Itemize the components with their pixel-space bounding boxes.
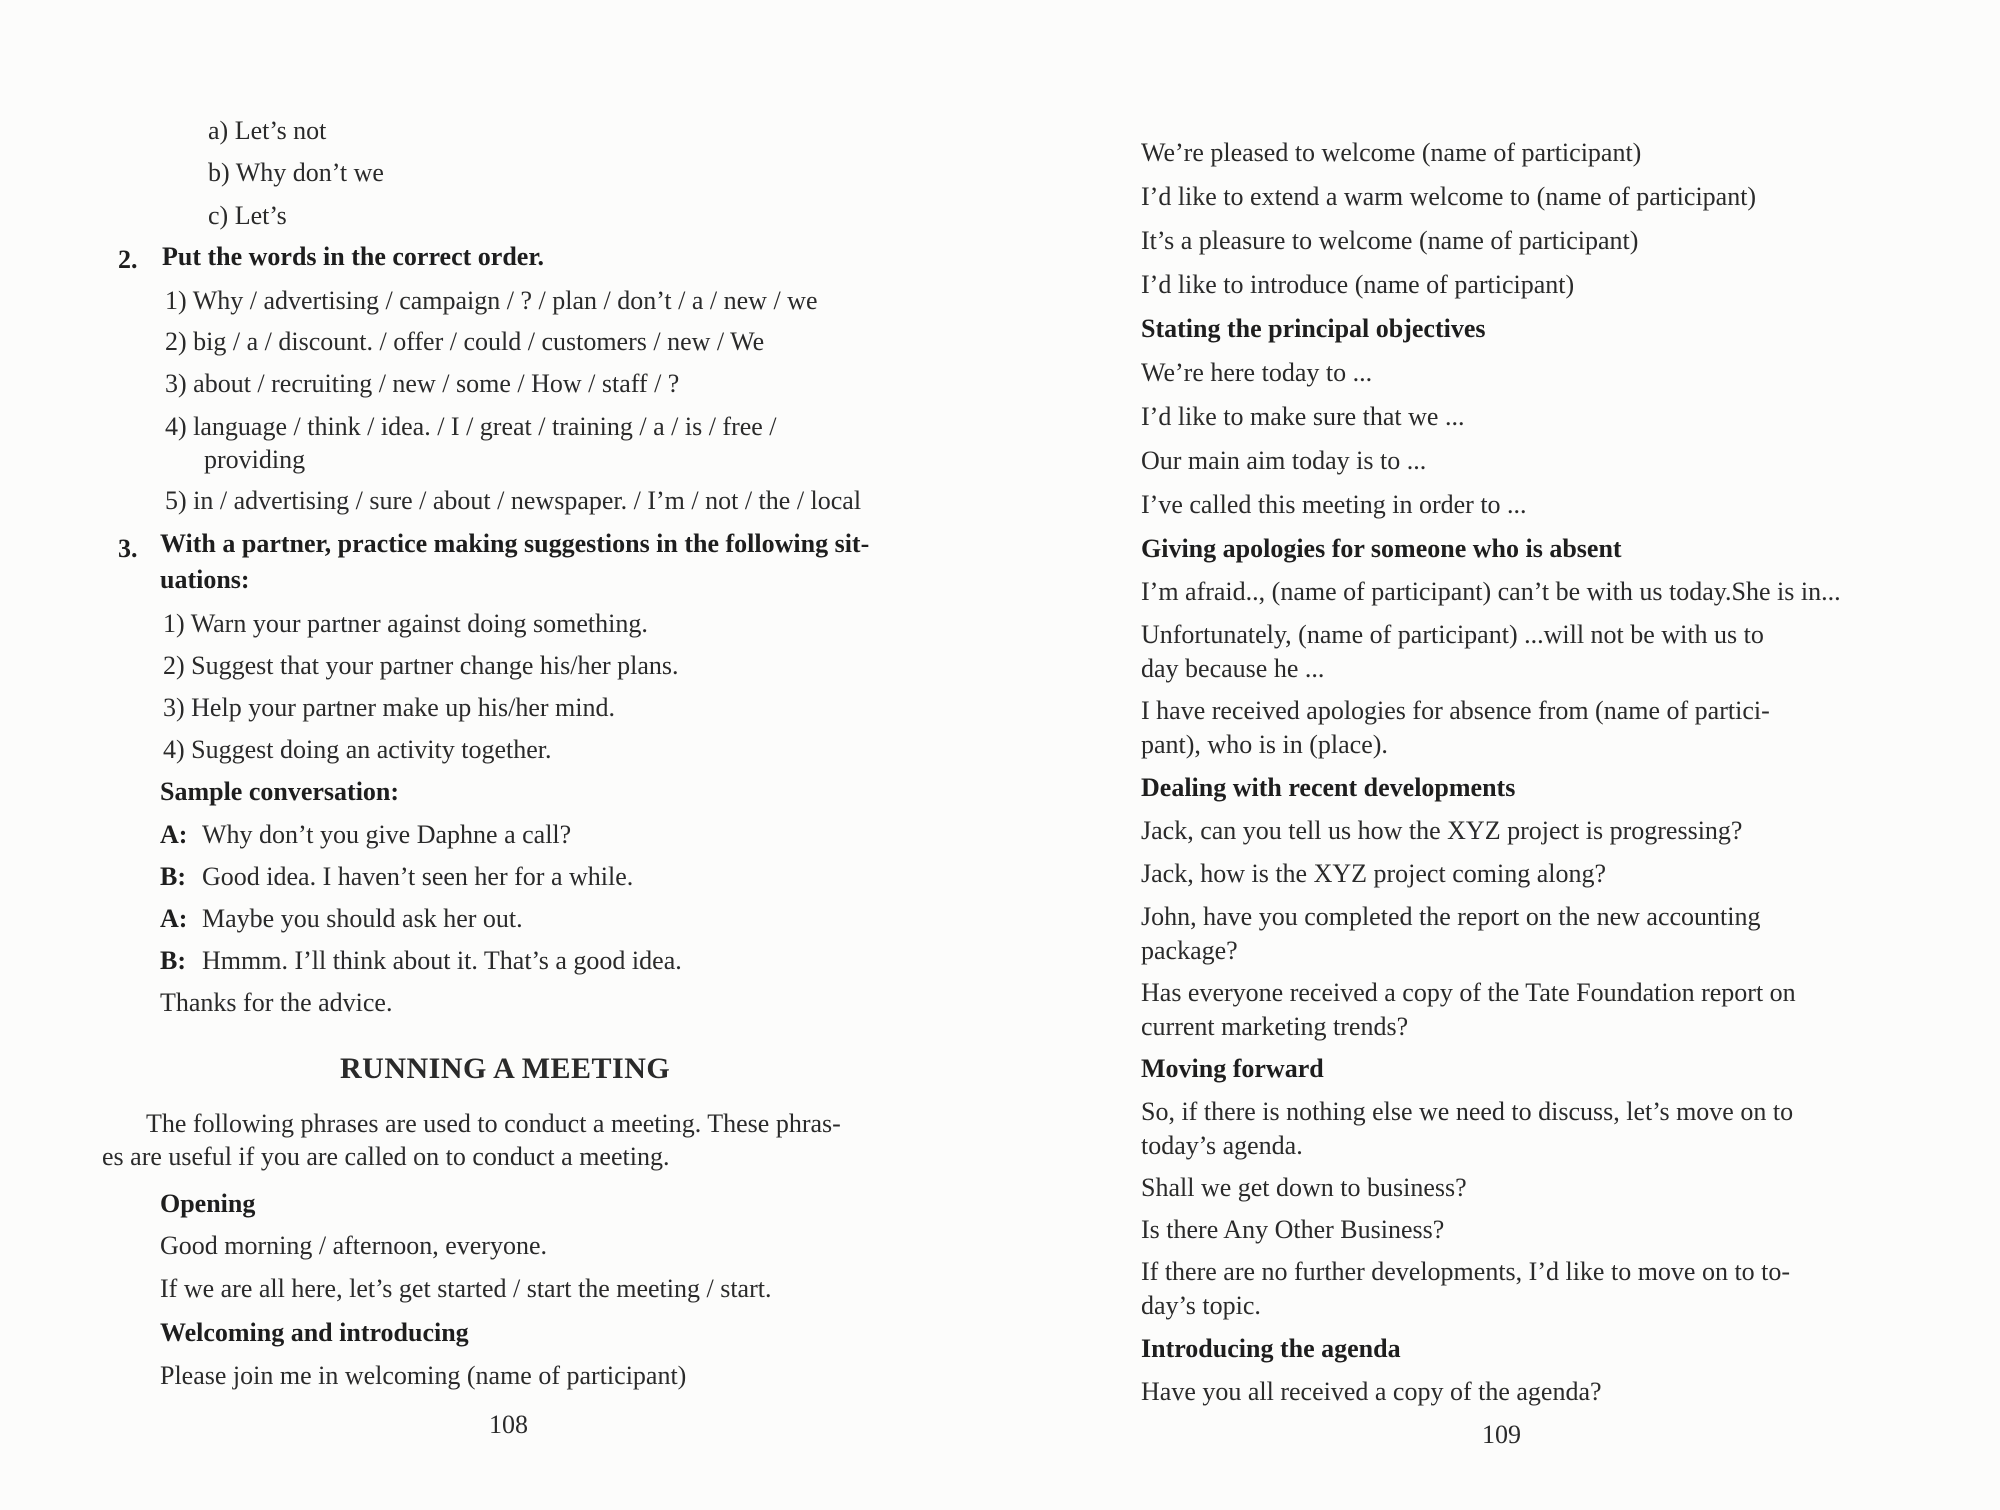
exercise-2-item: 5) in / advertising / sure / about / newspaper. / I’m / not / the / local xyxy=(165,486,862,515)
intro-paragraph-continued: es are useful if you are called on to conduct a meeting. xyxy=(102,1142,670,1171)
speaker-label: B: xyxy=(160,862,186,891)
page-109 xyxy=(1000,0,2000,1510)
moving-forward-phrase-continued: day’s topic. xyxy=(1141,1291,1261,1320)
objectives-phrase: Our main aim today is to ... xyxy=(1141,446,1427,475)
welcome-phrase: I’d like to introduce (name of participant) xyxy=(1141,270,1575,299)
moving-forward-heading: Moving forward xyxy=(1141,1054,1324,1083)
option-b: b) Why don’t we xyxy=(208,158,384,187)
exercise-3-title: With a partner, practice making suggestions in the following sit- xyxy=(160,529,870,558)
welcoming-phrase: Please join me in welcoming (name of participant) xyxy=(160,1361,687,1390)
welcome-phrase: It’s a pleasure to welcome (name of participant) xyxy=(1141,226,1639,255)
agenda-phrase: Have you all received a copy of the agenda? xyxy=(1141,1377,1602,1406)
exercise-2-item: 3) about / recruiting / new / some / How / staff / ? xyxy=(165,369,680,398)
speaker-label: B: xyxy=(160,946,186,975)
exercise-3-item: 3) Help your partner make up his/her mind. xyxy=(163,693,615,722)
page-number: 109 xyxy=(1482,1420,1521,1449)
moving-forward-phrase: If there are no further developments, I’d like to move on to to- xyxy=(1141,1257,1791,1286)
page-number: 108 xyxy=(489,1410,528,1439)
exercise-3-title-continued: uations: xyxy=(160,565,250,594)
apologies-phrase-continued: pant), who is in (place). xyxy=(1141,730,1388,759)
apologies-phrase: I’m afraid.., (name of participant) can’t be with us today.She is in... xyxy=(1141,577,1841,606)
exercise-2-title: Put the words in the correct order. xyxy=(162,242,544,271)
developments-phrase: Jack, can you tell us how the XYZ project is progressing? xyxy=(1141,816,1743,845)
option-c: c) Let’s xyxy=(208,201,287,230)
welcoming-heading: Welcoming and introducing xyxy=(160,1318,469,1347)
apologies-heading: Giving apologies for someone who is absent xyxy=(1141,534,1622,563)
opening-phrase: Good morning / afternoon, everyone. xyxy=(160,1231,548,1260)
developments-phrase-continued: package? xyxy=(1141,936,1238,965)
objectives-heading: Stating the principal objectives xyxy=(1141,314,1486,343)
apologies-phrase: I have received apologies for absence from (name of partici- xyxy=(1141,696,1770,725)
speaker-label: A: xyxy=(160,904,188,933)
speaker-label: A: xyxy=(160,820,188,849)
developments-phrase: John, have you completed the report on the new accounting xyxy=(1141,902,1761,931)
dialogue-line: Why don’t you give Daphne a call? xyxy=(202,820,572,849)
exercise-2-item-continued: providing xyxy=(204,445,306,474)
welcome-phrase: I’d like to extend a warm welcome to (name of participant) xyxy=(1141,182,1757,211)
exercise-2-number: 2. xyxy=(118,245,138,274)
opening-heading: Opening xyxy=(160,1189,256,1218)
exercise-3-item: 2) Suggest that your partner change his/her plans. xyxy=(163,651,679,680)
moving-forward-phrase: So, if there is nothing else we need to discuss, let’s move on to xyxy=(1141,1097,1794,1126)
objectives-phrase: We’re here today to ... xyxy=(1141,358,1373,387)
exercise-3-number: 3. xyxy=(118,534,138,563)
moving-forward-phrase-continued: today’s agenda. xyxy=(1141,1131,1303,1160)
developments-phrase-continued: current marketing trends? xyxy=(1141,1012,1409,1041)
section-title: RUNNING A MEETING xyxy=(340,1052,671,1085)
developments-phrase: Jack, how is the XYZ project coming along? xyxy=(1141,859,1606,888)
apologies-phrase-continued: day because he ... xyxy=(1141,654,1325,683)
agenda-heading: Introducing the agenda xyxy=(1141,1334,1401,1363)
objectives-phrase: I’ve called this meeting in order to ... xyxy=(1141,490,1527,519)
option-a: a) Let’s not xyxy=(208,116,327,145)
sample-conversation-title: Sample conversation: xyxy=(160,777,400,806)
apologies-phrase: Unfortunately, (name of participant) ...will not be with us to xyxy=(1141,620,1764,649)
dialogue-closing: Thanks for the advice. xyxy=(160,988,393,1017)
developments-phrase: Has everyone received a copy of the Tate Foundation report on xyxy=(1141,978,1796,1007)
dialogue-line: Good idea. I haven’t seen her for a while. xyxy=(202,862,634,891)
welcome-phrase: We’re pleased to welcome (name of participant) xyxy=(1141,138,1642,167)
objectives-phrase: I’d like to make sure that we ... xyxy=(1141,402,1465,431)
developments-heading: Dealing with recent developments xyxy=(1141,773,1516,802)
exercise-2-item: 2) big / a / discount. / offer / could / customers / new / We xyxy=(165,327,765,356)
exercise-3-item: 4) Suggest doing an activity together. xyxy=(163,735,552,764)
exercise-2-item: 4) language / think / idea. / I / great / training / a / is / free / xyxy=(165,412,777,441)
intro-paragraph: The following phrases are used to conduct a meeting. These phras- xyxy=(146,1109,841,1138)
exercise-2-item: 1) Why / advertising / campaign / ? / plan / don’t / a / new / we xyxy=(165,286,818,315)
dialogue-line: Maybe you should ask her out. xyxy=(202,904,523,933)
exercise-3-item: 1) Warn your partner against doing something. xyxy=(163,609,648,638)
opening-phrase: If we are all here, let’s get started / start the meeting / start. xyxy=(160,1274,772,1303)
moving-forward-phrase: Shall we get down to business? xyxy=(1141,1173,1467,1202)
dialogue-line: Hmmm. I’ll think about it. That’s a good idea. xyxy=(202,946,682,975)
moving-forward-phrase: Is there Any Other Business? xyxy=(1141,1215,1445,1244)
